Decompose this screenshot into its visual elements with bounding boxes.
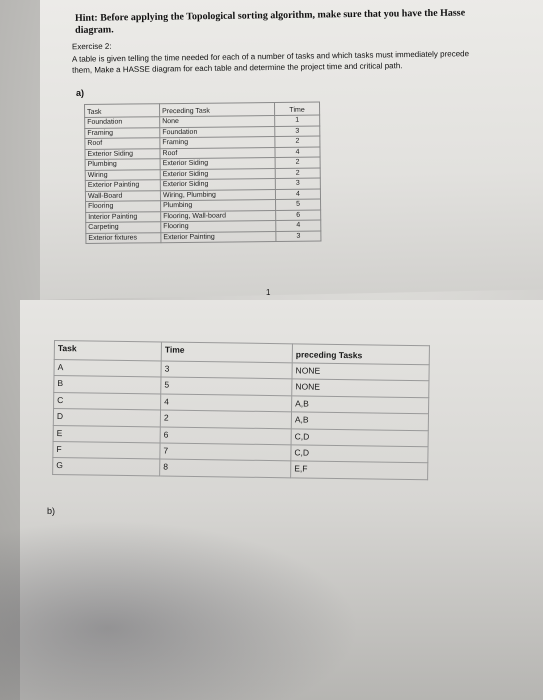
table-b-header-task: Task xyxy=(54,341,161,361)
task-cell: C xyxy=(54,392,161,410)
time-cell: 2 xyxy=(275,157,320,168)
exercise-title: Exercise 2: xyxy=(71,41,112,52)
preceding-cell: Exterior Painting xyxy=(161,231,276,243)
task-cell: Framing xyxy=(85,127,160,138)
time-cell: 2 xyxy=(160,410,291,428)
task-cell: Interior Painting xyxy=(86,211,161,222)
photo-shadow xyxy=(0,520,360,700)
time-cell: 1 xyxy=(275,115,320,126)
task-cell: Roof xyxy=(85,138,160,149)
task-cell: Plumbing xyxy=(85,159,160,170)
time-cell: 4 xyxy=(275,189,320,200)
part-a-label: a) xyxy=(76,88,85,98)
time-cell: 6 xyxy=(160,427,291,445)
part-b-label: b) xyxy=(47,506,56,516)
preceding-cell: Flooring xyxy=(161,220,276,232)
time-cell: 3 xyxy=(161,361,292,379)
task-cell: Exterior Siding xyxy=(85,148,160,159)
time-cell: 4 xyxy=(275,147,320,158)
preceding-cell: A,B xyxy=(292,396,429,414)
preceding-cell: C,D xyxy=(291,428,428,446)
task-cell: D xyxy=(53,409,160,427)
preceding-cell: A,B xyxy=(291,412,428,430)
preceding-cell: Flooring, Wall-board xyxy=(161,210,276,222)
time-cell: 5 xyxy=(276,199,321,210)
time-cell: 3 xyxy=(275,178,320,189)
preceding-cell: None xyxy=(160,116,275,128)
table-row xyxy=(86,231,321,244)
preceding-cell: Wiring, Plumbing xyxy=(160,189,275,201)
table-a-header-preceding: Preceding Task xyxy=(160,103,275,117)
preceding-cell: C,D xyxy=(291,445,428,463)
preceding-cell: Exterior Siding xyxy=(160,168,275,180)
time-cell: 3 xyxy=(276,231,321,242)
task-cell: B xyxy=(54,376,161,394)
time-cell: 8 xyxy=(160,459,291,477)
table-b-header-time: Time xyxy=(161,342,292,363)
table-a-header-task: Task xyxy=(85,104,160,118)
exercise-description: A table is given telling the time needed for each of a number of tasks and which tasks must immediately precede them, Make a HASSE diagram for each table and determine the project time and critical path. xyxy=(71,49,470,75)
task-table-b xyxy=(52,340,430,480)
time-cell: 2 xyxy=(275,168,320,179)
task-cell: E xyxy=(53,425,160,443)
preceding-cell: E,F xyxy=(291,461,428,479)
task-cell: F xyxy=(53,442,160,460)
time-cell: 3 xyxy=(275,126,320,137)
time-cell: 4 xyxy=(161,394,292,412)
preceding-cell: NONE xyxy=(292,379,429,397)
time-cell: 4 xyxy=(276,220,321,231)
time-cell: 2 xyxy=(275,136,320,147)
task-cell: Foundation xyxy=(85,117,160,128)
time-cell: 7 xyxy=(160,443,291,461)
time-cell: 6 xyxy=(276,210,321,221)
task-cell: Wall-Board xyxy=(85,190,160,201)
table-b-header-preceding: preceding Tasks xyxy=(292,344,429,365)
task-cell: G xyxy=(53,458,160,476)
task-cell: Wiring xyxy=(85,169,160,180)
preceding-cell: Framing xyxy=(160,137,275,149)
preceding-cell: Foundation xyxy=(160,126,275,138)
hint-text: Hint: Before applying the Topological sorting algorithm, make sure that you have the Hasse diagram. xyxy=(74,7,466,36)
table-a-header-time: Time xyxy=(274,102,319,115)
task-cell: Exterior fixtures xyxy=(86,232,161,243)
preceding-cell: Exterior Siding xyxy=(160,158,275,170)
preceding-cell: Roof xyxy=(160,147,275,159)
task-table-a xyxy=(84,102,321,244)
preceding-cell: Exterior Siding xyxy=(160,179,275,191)
task-cell: A xyxy=(54,360,161,378)
task-cell: Carpeting xyxy=(86,222,161,233)
time-cell: 5 xyxy=(161,377,292,395)
task-cell: Exterior Painting xyxy=(85,180,160,191)
preceding-cell: Plumbing xyxy=(161,199,276,211)
page-number: 1 xyxy=(266,288,271,297)
preceding-cell: NONE xyxy=(292,363,429,381)
task-cell: Flooring xyxy=(86,201,161,212)
